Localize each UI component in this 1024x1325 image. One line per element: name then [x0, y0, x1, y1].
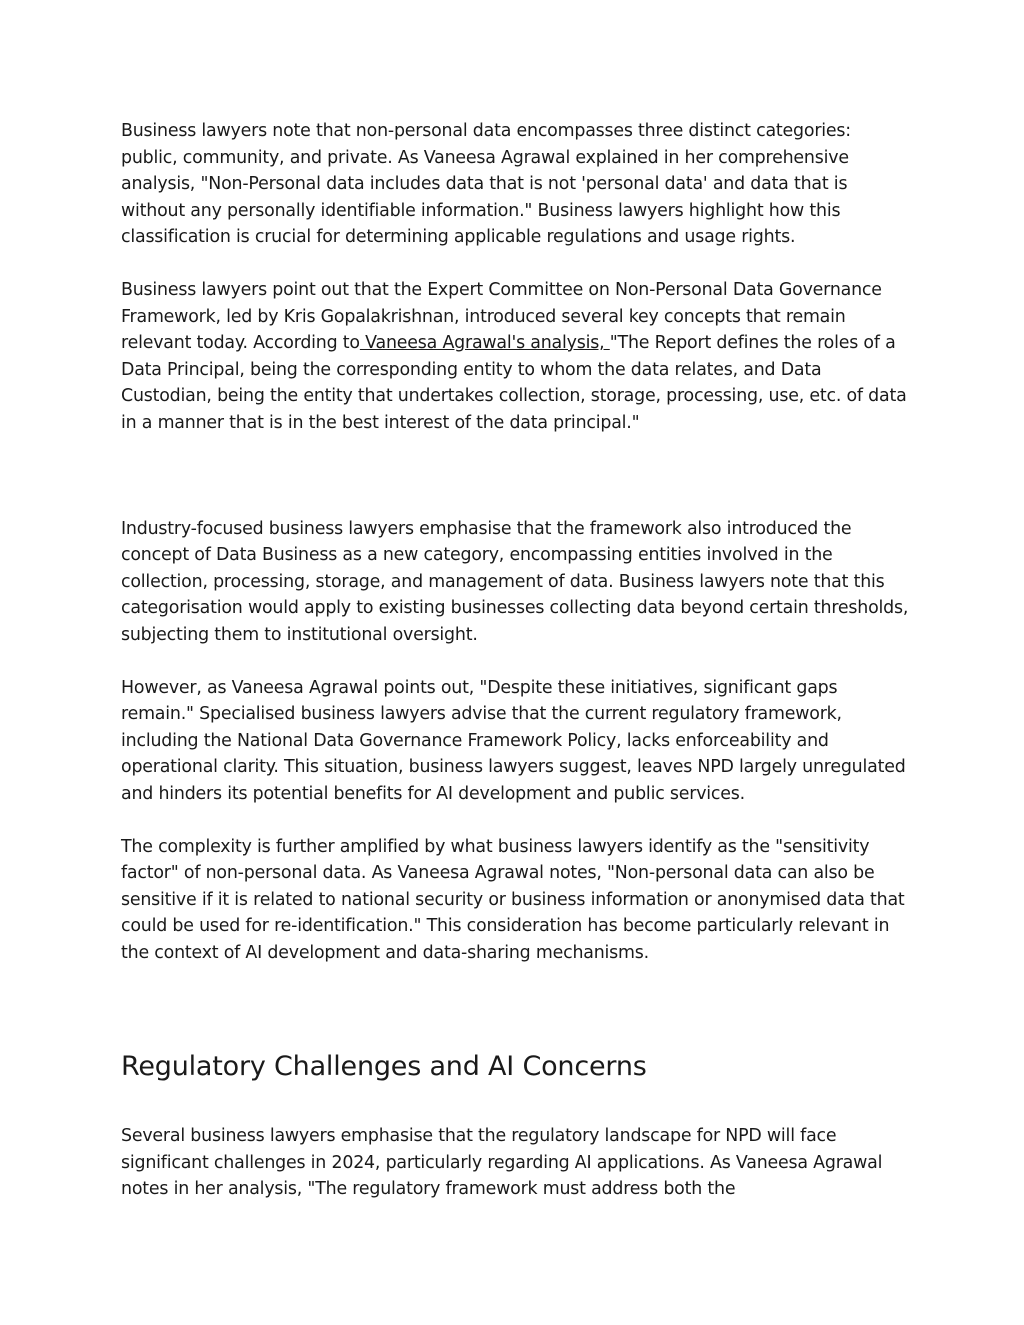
paragraph-data-business: Industry-focused business lawyers emphasise that the framework also introduced the concept of Data Business as a new category, encompassing entities involved in the collection, processing, storage, and management of data. Business lawyers note that this categorisation would apply to existing businesses collecting data beyond certain thresholds, subjecting them to institutional oversight. [121, 518, 909, 645]
paragraph-sensitivity-factor: The complexity is further amplified by what business lawyers identify as the "sensitivity factor" of non-personal data. As Vaneesa Agrawal notes, "Non-personal data can also be sensitive if it is related to national security or business information or anonymised data that could be used for re-identification." This consideration has become particularly relevant in the context of AI development and data-sharing mechanisms. [121, 836, 905, 963]
paragraph-text: Business lawyers point out that the Expert Committee on Non-Personal Data Governance Framework, led by Kris Gopalakrishnan, introduced several key concepts that remain relevant today. According to [121, 280, 882, 353]
document-page [121, 118, 911, 1199]
section-heading: Regulatory Challenges and AI Concerns [121, 1051, 647, 1082]
paragraph-expert-committee [121, 277, 911, 436]
paragraph-significant-gaps: However, as Vaneesa Agrawal points out, "Despite these initiatives, significant gaps remain." Specialised business lawyers advise that the current regulatory framework, including the National Data Governance Framework Policy, lacks enforceability and operational clarity. This situation, business lawyers suggest, leaves NPD largely unregulated and hinders its potential benefits for AI development and public services. [121, 677, 906, 804]
paragraph-regulatory-landscape: Several business lawyers emphasise that the regulatory landscape for NPD will face significant challenges in 2024, particularly regarding AI applications. As Vaneesa Agrawal notes in her analysis, "The regulatory framework must address both the [121, 1126, 883, 1199]
paragraph-text: "The Report defines the roles of a Data Principal, being the corresponding entity to whom the data relates, and Data Custodian, being the entity that undertakes collection, storage, processing, use, etc. of data in a manner that is in the best interest of the data principal." [121, 333, 907, 433]
vaneesa-agrawal-analysis-link[interactable]: Vaneesa Agrawal's analysis, [359, 333, 610, 353]
paragraph-non-personal-data-categories: Business lawyers note that non-personal data encompasses three distinct categories: public, community, and private. As Vaneesa Agrawal explained in her comprehensive analysis, "Non-Personal data includes data that is not 'personal data' and data that is without any personally identifiable information." Business lawyers highlight how this classification is crucial for determining applicable regulations and usage rights. [121, 121, 851, 247]
